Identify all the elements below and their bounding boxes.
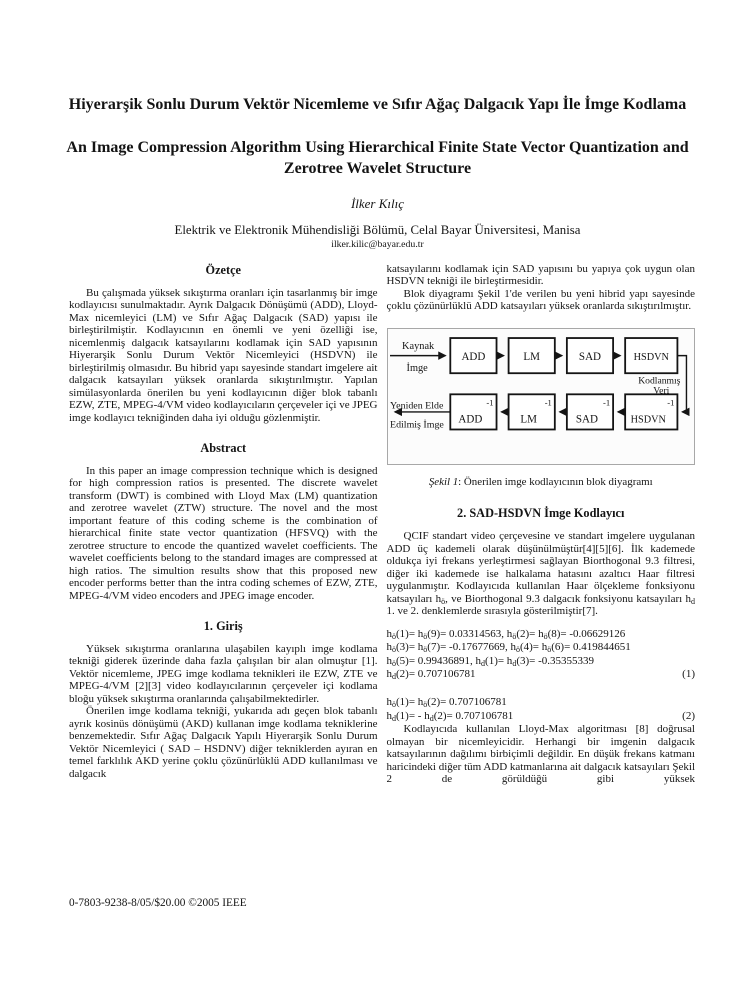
equation-2-number: (2) (682, 709, 695, 722)
block-diagram (388, 330, 695, 465)
section2-para2: Kodlayıcıda kullanılan Lloyd-Max algoritması [8] doğrusal olmayan bir nicemleyicidir. Herhangi bir imgenin dalgacık katsayılarının dağılımı birbiçimli değildir. En düşük frekans katmanı haricindeki diğer tüm ADD katmanlarına ait dalgacık katsayıları Şekil 2 de görüldüğü gibi yüksek (386, 723, 696, 786)
equation-1-line: $h_ö(1)= h_ö(9)= 0.03314563$, $h_ö(2)= h_ö(8)= -0.06629126$ (386, 627, 626, 641)
hsdvn-label: HSDVN (633, 351, 669, 363)
giris-heading: 1. Giriş (203, 618, 243, 633)
sad-inverse-label: SAD (575, 413, 598, 426)
equation-1-line: $h_ö(5)= 0.99436891$, $h_d(1)= h_d(3)= -0.35355339$ (386, 654, 595, 668)
lm-inverse-label: LM (519, 413, 537, 426)
section2-heading: 2. SAD-HSDVN İmge Kodlayıcı (457, 506, 625, 521)
right-column (387, 263, 696, 785)
figure-1-caption-text: : Önerilen imge kodlayıcının blok diyagramı (458, 476, 653, 489)
hsdvn-inverse-exp: -1 (666, 397, 674, 408)
figure-1 (387, 328, 696, 490)
ozetce-heading: Özetçe (205, 263, 241, 277)
abstract-body: In this paper an image compression technique which is designed for high compression ratios is presented. The discrete wavelet transform (DWT) is combined with Lloyd Max (LM) quantization and zerotree wavelet (ZTW) structure. The novel and the most important feature of this coding scheme is the combination of hierarchical finite state vector quantization (HFSVQ) with the zerotree structure to encode the quantized wavelet coefficients. The wavelet coefficients belong to the standard images are compressed at high ratios. The simultion results show that this proposed new encoder performs better than the intra coding schemes of EZW, ZTE, MPEG-4/VM video encoders and JPEG image encoder. (69, 464, 378, 602)
equation-2 (387, 696, 696, 723)
figure-1-caption (387, 476, 696, 489)
add-inverse-label: ADD (457, 413, 482, 426)
title-english: An Image Compression Algorithm Using Hierarchical Finite State Vector Quantization and Zerotree Wavelet Structure (66, 139, 689, 177)
equation-1-number: (1) (682, 668, 695, 681)
blok-diyagram-para: Blok diyagramı Şekil 1'de verilen bu yeni hibrid yapı sayesinde çoklu çözünürlüklü ADD katsayıları yüksek oranlarda sıkıştırılmıştır. (386, 287, 695, 313)
figure-1-image (387, 328, 696, 466)
source-image-label-1: Kaynak (401, 340, 434, 352)
coded-data-label-2: Veri (652, 385, 669, 397)
section2-para1: QCIF standart video çerçevesine ve standart imgelere uygulanan ADD üç kademeli olarak düşünülmüştür[4][5][6]. İlk kademede oldukça iyi frekans yerleştirmesi sağlayan Biorthogonal 9.3 filtresi, diğer iki kademede ise halkalama hatasını azaltıcı Haar filtresi uygulanmıştır. Kodlayıcıda kullanılan Haar ölçekleme fonksiyonu katsayıları $h_ö$, ve Biorthogonal 9.3 dalgacık fonksiyonu katsayıları $h_d$ 1. ve 2. denklemlerde sırasıyla gösterilmiştir[7]. (386, 530, 695, 618)
author-email: ilker.kilic@bayar.edu.tr (331, 239, 424, 250)
sad-label: SAD (578, 350, 601, 363)
equation-2-line: $h_d(1)= - h_d(2)= 0.707106781$ (386, 709, 514, 723)
lm-inverse-exp: -1 (544, 397, 552, 408)
copyright-footer: 0-7803-9238-8/05/$20.00 ©2005 IEEE (69, 897, 247, 909)
ozetce-body: Bu çalışmada yüksek sıkıştırma oranları için tasarlanmış bir imge kodlayıcısı sunulmaktadır. Ayrık Dalgacık Dönüşümü (ADD), Lloyd-Max nicemleyici (LM) ve Sıfır Ağaç Dalgacık (SAD) yapısı ile birleştirilmiştir. Kodlayıcının en önemli ve yeni özelliği ise, nicemlenmiş dalgacık katsayılarını kodlamak için SAD yapısının Hiyerarşik Sonlu Durum Vektör Nicemleyici (HSDVN) ile birleştirilmiş olmasıdır. Bu hibrid yapı sayesinde standart imgelere ait dalgacık katsayıları yüksek oranlarda sıkıştırılmıştır. Yapılan simülasyonlarda önerilen bu yeni kodlayıcının diğer blok tabanlı EZW, ZTE, MPEG-4/VM video kodlayıcıların çerçeveler içi ve JPEG imge kodlayıcı tekniğinden daha iyi olduğu gözlenmiştir. (69, 287, 378, 424)
equation-1-line: $h_d(2)= 0.707106781$ (386, 668, 476, 682)
left-column (69, 263, 378, 780)
reconstructed-label-1: Yeniden Elde (389, 400, 443, 412)
equation-1 (387, 628, 696, 682)
add-inverse-exp: -1 (485, 397, 494, 408)
paper-header (0, 0, 755, 250)
equation-2-line: $h_ö(1)= h_ö(2)= 0.707106781$ (386, 696, 507, 710)
affiliation: Elektrik ve Elektronik Mühendisliği Bölümü, Celal Bayar Üniversitesi, Manisa (174, 223, 581, 237)
title-turkish: Hiyerarşik Sonlu Durum Vektör Nicemleme ve Sıfır Ağaç Dalgacık Yapı İle İmge Kodlama (68, 96, 687, 113)
add-label: ADD (460, 350, 485, 363)
sad-inverse-exp: -1 (602, 397, 610, 408)
abstract-heading: Abstract (200, 440, 247, 455)
hsdvn-inverse-label: HSDVN (630, 414, 666, 426)
two-column-body (69, 263, 695, 785)
giris-para2: Önerilen imge kodlama tekniği, yukarıda adı geçen blok tabanlı ayrık kosinüs dönüşümü (AKD) kullanan imge kodlama tekniklerine benzemektedir. Sıfır Ağaç Dalgacık Yapılı Hiyerarşik Sonlu Durum Vektör Nicemleyici ( SAD – HSDNV) diğer tekniklerden ayıran en temel farklılık AKD yerine çoklu çözünürlüklü ADD kullanılması ve dalgacık (69, 705, 378, 780)
lm-label: LM (522, 350, 540, 363)
equation-1-line: $h_ö(3)= h_ö(7)= -0.17677669$, $h_ö(4)= h_ö(6)= 0.419844651$ (386, 641, 631, 655)
reconstructed-label-2: Edilmiş İmge (389, 419, 444, 431)
source-image-label-2: İmge (406, 363, 428, 375)
coded-data-label-1: Kodlanmış (637, 375, 680, 387)
author-name: İlker Kılıç (350, 196, 405, 211)
giris-para1: Yüksek sıkıştırma oranlarına ulaşabilen kayıplı imge kodlama tekniği giderek üzerinde daha fazla çalışılan bir alan olmuştur [1]. Vektör nicemleme, JPEG imge kodlama teknikleri ile EZW, ZTE ve MPEG-4/VM [2][3] video kodlayıcılarının çerçeveler içi kodlama bloğu yüksek sıkıştırma oranlarında çalışabilmektedirler. (69, 642, 378, 705)
figure-1-caption-label: Şekil 1 (428, 476, 459, 489)
continuation-para: katsayılarını kodlamak için SAD yapısını bu yapıya çok uygun olan HSDVN tekniği ile birleştirmesidir. (386, 263, 695, 288)
